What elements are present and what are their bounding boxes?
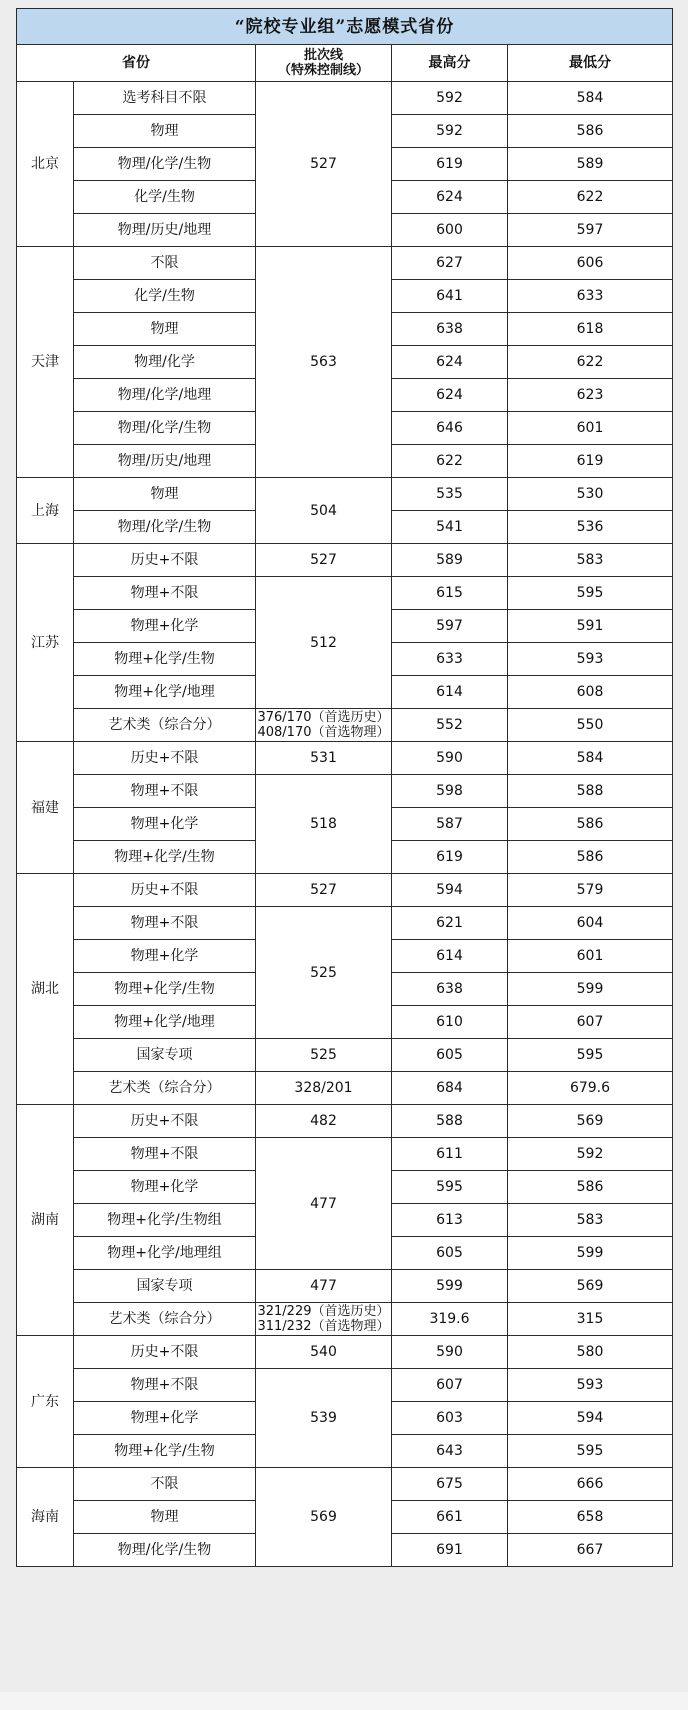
batch-line: 527 — [256, 82, 392, 247]
table-row — [17, 1138, 673, 1171]
subject-requirement: 物理+化学 — [74, 1402, 256, 1435]
max-score: 614 — [392, 676, 508, 709]
subject-requirement: 物理+不限 — [74, 907, 256, 940]
min-score: 586 — [508, 1171, 673, 1204]
header-province: 省份 — [17, 45, 256, 82]
subject-requirement: 物理+化学/地理 — [74, 1006, 256, 1039]
subject-requirement: 物理/历史/地理 — [74, 214, 256, 247]
subject-requirement: 物理+化学/生物 — [74, 973, 256, 1006]
min-score: 619 — [508, 445, 673, 478]
subject-requirement: 物理/化学/地理 — [74, 379, 256, 412]
table-row — [17, 907, 673, 940]
max-score: 627 — [392, 247, 508, 280]
max-score: 603 — [392, 1402, 508, 1435]
max-score: 619 — [392, 841, 508, 874]
province-name: 湖南 — [17, 1105, 74, 1336]
subject-requirement: 国家专项 — [74, 1039, 256, 1072]
table-row — [17, 874, 673, 907]
max-score: 638 — [392, 313, 508, 346]
min-score: 622 — [508, 346, 673, 379]
max-score: 614 — [392, 940, 508, 973]
subject-requirement: 物理 — [74, 115, 256, 148]
min-score: 580 — [508, 1336, 673, 1369]
min-score: 593 — [508, 1369, 673, 1402]
min-score: 569 — [508, 1105, 673, 1138]
max-score: 624 — [392, 379, 508, 412]
batch-line-value: 376/170（首选历史） — [257, 710, 390, 725]
max-score: 624 — [392, 181, 508, 214]
subject-requirement: 物理+不限 — [74, 1138, 256, 1171]
min-score: 592 — [508, 1138, 673, 1171]
max-score: 638 — [392, 973, 508, 1006]
batch-line: 504 — [256, 478, 392, 544]
table-row — [17, 544, 673, 577]
header-batch-line — [256, 45, 392, 82]
min-score: 608 — [508, 676, 673, 709]
min-score: 586 — [508, 841, 673, 874]
max-score: 535 — [392, 478, 508, 511]
min-score: 584 — [508, 82, 673, 115]
subject-requirement: 物理+不限 — [74, 1369, 256, 1402]
table-row — [17, 577, 673, 610]
min-score: 658 — [508, 1501, 673, 1534]
province-name: 湖北 — [17, 874, 74, 1105]
table-row — [17, 1105, 673, 1138]
max-score: 607 — [392, 1369, 508, 1402]
batch-line: 482 — [256, 1105, 392, 1138]
table-row — [17, 478, 673, 511]
max-score: 643 — [392, 1435, 508, 1468]
table-row — [17, 775, 673, 808]
header-batch-line-main: 批次线 — [303, 48, 343, 63]
max-score: 592 — [392, 115, 508, 148]
table-row — [17, 1039, 673, 1072]
max-score: 615 — [392, 577, 508, 610]
min-score: 607 — [508, 1006, 673, 1039]
subject-requirement: 物理+化学/生物组 — [74, 1204, 256, 1237]
table-body — [17, 82, 673, 1567]
province-name: 江苏 — [17, 544, 74, 742]
batch-line: 512 — [256, 577, 392, 709]
subject-requirement: 物理/化学 — [74, 346, 256, 379]
subject-requirement: 物理 — [74, 478, 256, 511]
subject-requirement: 物理+化学/地理组 — [74, 1237, 256, 1270]
max-score: 587 — [392, 808, 508, 841]
min-score: 584 — [508, 742, 673, 775]
max-score: 319.6 — [392, 1303, 508, 1336]
min-score: 599 — [508, 973, 673, 1006]
province-name: 海南 — [17, 1468, 74, 1567]
max-score: 633 — [392, 643, 508, 676]
batch-line — [256, 1303, 392, 1336]
subject-requirement: 物理+化学 — [74, 1171, 256, 1204]
table-row — [17, 1072, 673, 1105]
subject-requirement: 历史+不限 — [74, 544, 256, 577]
table-title: “院校专业组”志愿模式省份 — [17, 9, 673, 45]
max-score: 621 — [392, 907, 508, 940]
subject-requirement: 物理/化学/生物 — [74, 412, 256, 445]
subject-requirement: 物理/历史/地理 — [74, 445, 256, 478]
max-score: 605 — [392, 1237, 508, 1270]
subject-requirement: 艺术类（综合分） — [74, 1303, 256, 1336]
max-score: 619 — [392, 148, 508, 181]
batch-line: 527 — [256, 544, 392, 577]
min-score: 595 — [508, 1039, 673, 1072]
min-score: 315 — [508, 1303, 673, 1336]
batch-line: 477 — [256, 1138, 392, 1270]
min-score: 550 — [508, 709, 673, 742]
batch-line: 525 — [256, 907, 392, 1039]
subject-requirement: 物理+化学/地理 — [74, 676, 256, 709]
max-score: 590 — [392, 1336, 508, 1369]
min-score: 579 — [508, 874, 673, 907]
min-score: 597 — [508, 214, 673, 247]
min-score: 586 — [508, 115, 673, 148]
subject-requirement: 历史+不限 — [74, 1336, 256, 1369]
max-score: 610 — [392, 1006, 508, 1039]
table-row — [17, 82, 673, 115]
table-row — [17, 247, 673, 280]
subject-requirement: 物理/化学/生物 — [74, 148, 256, 181]
max-score: 622 — [392, 445, 508, 478]
province-name: 天津 — [17, 247, 74, 478]
table-row — [17, 1270, 673, 1303]
header-max-score: 最高分 — [392, 45, 508, 82]
table-row — [17, 742, 673, 775]
subject-requirement: 物理+不限 — [74, 577, 256, 610]
subject-requirement: 物理+化学/生物 — [74, 841, 256, 874]
subject-requirement: 化学/生物 — [74, 280, 256, 313]
min-score: 593 — [508, 643, 673, 676]
min-score: 633 — [508, 280, 673, 313]
score-table-frame — [16, 8, 672, 1567]
min-score: 569 — [508, 1270, 673, 1303]
min-score: 666 — [508, 1468, 673, 1501]
batch-line-value-2: 408/170（首选物理） — [257, 725, 390, 740]
min-score: 601 — [508, 412, 673, 445]
batch-line: 563 — [256, 247, 392, 478]
subject-requirement: 物理+化学/生物 — [74, 643, 256, 676]
subject-requirement: 化学/生物 — [74, 181, 256, 214]
batch-line: 527 — [256, 874, 392, 907]
page-bottom-strip — [0, 1692, 688, 1710]
max-score: 675 — [392, 1468, 508, 1501]
batch-line: 525 — [256, 1039, 392, 1072]
batch-line: 518 — [256, 775, 392, 874]
subject-requirement: 不限 — [74, 1468, 256, 1501]
subject-requirement: 物理+化学 — [74, 610, 256, 643]
max-score: 691 — [392, 1534, 508, 1567]
max-score: 646 — [392, 412, 508, 445]
max-score: 541 — [392, 511, 508, 544]
province-name: 上海 — [17, 478, 74, 544]
subject-requirement: 艺术类（综合分） — [74, 709, 256, 742]
min-score: 594 — [508, 1402, 673, 1435]
subject-requirement: 物理/化学/生物 — [74, 511, 256, 544]
batch-line-value-2: 311/232（首选物理） — [257, 1319, 390, 1334]
min-score: 667 — [508, 1534, 673, 1567]
subject-requirement: 艺术类（综合分） — [74, 1072, 256, 1105]
subject-requirement: 历史+不限 — [74, 874, 256, 907]
min-score: 589 — [508, 148, 673, 181]
max-score: 611 — [392, 1138, 508, 1171]
max-score: 592 — [392, 82, 508, 115]
min-score: 679.6 — [508, 1072, 673, 1105]
min-score: 606 — [508, 247, 673, 280]
table-row — [17, 1369, 673, 1402]
min-score: 604 — [508, 907, 673, 940]
max-score: 641 — [392, 280, 508, 313]
min-score: 622 — [508, 181, 673, 214]
subject-requirement: 历史+不限 — [74, 742, 256, 775]
min-score: 536 — [508, 511, 673, 544]
min-score: 599 — [508, 1237, 673, 1270]
table-row — [17, 1468, 673, 1501]
subject-requirement: 历史+不限 — [74, 1105, 256, 1138]
batch-line: 477 — [256, 1270, 392, 1303]
score-table — [16, 8, 673, 1567]
min-score: 530 — [508, 478, 673, 511]
subject-requirement: 物理+化学/生物 — [74, 1435, 256, 1468]
min-score: 588 — [508, 775, 673, 808]
max-score: 600 — [392, 214, 508, 247]
max-score: 605 — [392, 1039, 508, 1072]
subject-requirement: 国家专项 — [74, 1270, 256, 1303]
batch-line-value: 321/229（首选历史） — [257, 1304, 390, 1319]
max-score: 661 — [392, 1501, 508, 1534]
min-score: 583 — [508, 1204, 673, 1237]
max-score: 552 — [392, 709, 508, 742]
max-score: 624 — [392, 346, 508, 379]
province-name: 广东 — [17, 1336, 74, 1468]
subject-requirement: 物理 — [74, 1501, 256, 1534]
max-score: 599 — [392, 1270, 508, 1303]
batch-line — [256, 709, 392, 742]
min-score: 618 — [508, 313, 673, 346]
max-score: 598 — [392, 775, 508, 808]
batch-line: 540 — [256, 1336, 392, 1369]
max-score: 595 — [392, 1171, 508, 1204]
max-score: 589 — [392, 544, 508, 577]
batch-line: 531 — [256, 742, 392, 775]
subject-requirement: 物理+化学 — [74, 808, 256, 841]
min-score: 586 — [508, 808, 673, 841]
min-score: 595 — [508, 577, 673, 610]
header-min-score: 最低分 — [508, 45, 673, 82]
batch-line: 569 — [256, 1468, 392, 1567]
min-score: 601 — [508, 940, 673, 973]
province-name: 福建 — [17, 742, 74, 874]
max-score: 588 — [392, 1105, 508, 1138]
batch-line: 539 — [256, 1369, 392, 1468]
subject-requirement: 物理+不限 — [74, 775, 256, 808]
subject-requirement: 物理+化学 — [74, 940, 256, 973]
province-name: 北京 — [17, 82, 74, 247]
header-batch-line-sub: （特殊控制线） — [277, 63, 369, 78]
min-score: 583 — [508, 544, 673, 577]
min-score: 595 — [508, 1435, 673, 1468]
subject-requirement: 不限 — [74, 247, 256, 280]
max-score: 594 — [392, 874, 508, 907]
max-score: 590 — [392, 742, 508, 775]
max-score: 613 — [392, 1204, 508, 1237]
subject-requirement: 物理 — [74, 313, 256, 346]
min-score: 591 — [508, 610, 673, 643]
subject-requirement: 物理/化学/生物 — [74, 1534, 256, 1567]
table-row — [17, 1303, 673, 1336]
max-score: 597 — [392, 610, 508, 643]
max-score: 684 — [392, 1072, 508, 1105]
table-row — [17, 709, 673, 742]
table-row — [17, 1336, 673, 1369]
min-score: 623 — [508, 379, 673, 412]
batch-line: 328/201 — [256, 1072, 392, 1105]
subject-requirement: 选考科目不限 — [74, 82, 256, 115]
